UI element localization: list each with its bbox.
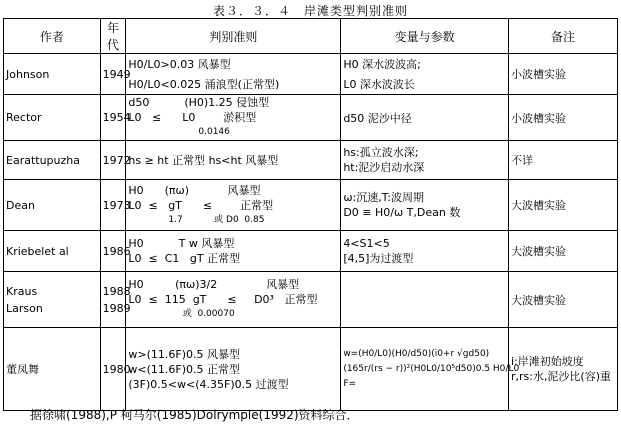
formula-line: d50 (H0)1.25 侵蚀型 <box>128 96 270 109</box>
criterion-cell: H0/L0>0.03 风暴型 <box>126 54 341 75</box>
note-cell: 大波槽实验 <box>508 231 617 272</box>
formula-line: w>(11.6F)0.5 风暴型 <box>128 347 240 361</box>
formula-line: (3F)0.5<w<(4.35F)0.5 过渡型 <box>128 377 289 391</box>
formula-line: H0 T w 风暴型 <box>128 237 235 250</box>
param-cell <box>341 231 509 272</box>
year-cell: 1986 <box>100 231 126 272</box>
year-cell: 1972 <box>100 141 126 180</box>
param-cell <box>341 272 509 328</box>
table-row-kraus-larson <box>4 272 618 328</box>
param-line: 4<S1<5 <box>343 237 390 250</box>
header-year: 年代 <box>100 19 126 54</box>
param-line: ht:泥沙启动水深 <box>343 161 425 174</box>
author-cell: 董凤舞 <box>4 328 101 411</box>
author-line: Kraus <box>6 284 38 298</box>
header-params: 变量与参数 <box>341 19 509 54</box>
formula-line: H0 (πω) 风暴型 <box>128 183 261 197</box>
formula-line: L0 ≤ L0 淤积型 <box>128 111 257 124</box>
note-cell: 小波槽实验 <box>508 54 617 95</box>
param-cell <box>341 141 509 180</box>
param-cell: d50 泥沙中径 <box>341 95 509 141</box>
param-line: [4,5]为过渡型 <box>343 252 414 265</box>
criterion-cell <box>126 95 341 141</box>
table-row-dean <box>4 180 618 231</box>
header-criterion: 判别准则 <box>126 19 341 54</box>
formula-line: 1.7 或 D0 0.85 <box>168 214 265 225</box>
author-line: Larson <box>6 301 43 315</box>
header-author: 作者 <box>4 19 101 54</box>
formula-line: L0 ≤ gT ≤ 正常型 <box>128 198 274 212</box>
criterion-cell: H0/L0<0.025 涌浪型(正常型) <box>126 74 341 95</box>
table-title: 表３．３．４ 岸滩类型判别准则 <box>212 4 408 18</box>
param-line: w=(H0/L0)(H0/d50)(i0+r √gd50) <box>343 348 490 359</box>
formula-line: 0.0146 <box>198 127 230 137</box>
table-row-kriebel <box>4 231 618 272</box>
param-line: (165r/(rs − r))²(H0L0/10⁵d50)0.5 H0/L0 <box>343 363 520 374</box>
param-line: D0 ≡ H0/ω T,Dean 数 <box>343 206 461 219</box>
param-line: ω:沉速,T:波周期 <box>343 191 424 204</box>
criterion-cell <box>126 272 341 328</box>
year-cell: 1980 <box>100 328 126 411</box>
author-cell: Johnson <box>4 54 101 95</box>
table-row-rector <box>4 95 618 141</box>
table-row-johnson <box>4 54 618 75</box>
author-cell: Rector <box>4 95 101 141</box>
note-line: r,rs:水,泥沙比(容)重 <box>510 370 612 383</box>
year-cell <box>100 272 131 328</box>
header-note: 备注 <box>508 19 617 54</box>
criterion-cell <box>126 231 341 272</box>
table-row-dong <box>4 328 618 411</box>
note-cell <box>508 328 617 411</box>
author-cell: Earattupuzha <box>4 141 101 180</box>
param-cell <box>341 180 509 231</box>
author-cell <box>4 272 101 328</box>
criterion-cell <box>126 328 341 411</box>
formula-line: L0 ≤ 115 gT ≤ D0³ 正常型 <box>128 293 318 306</box>
param-line: F= <box>343 378 357 389</box>
author-cell: Kriebelet al <box>4 231 101 272</box>
formula-line: 或 0.00070 <box>128 309 235 319</box>
source-note: 据徐啸(1988),P 柯马尔(1985)Dolrymple(1992)资料综合． <box>30 408 359 422</box>
param-line: hs:孤立波水深; <box>343 146 419 159</box>
param-cell <box>341 328 520 411</box>
year-cell: 1954 <box>100 95 126 141</box>
note-cell: 大波槽实验 <box>508 272 617 328</box>
param-cell: H0 深水波波高; <box>341 54 509 75</box>
note-cell: 小波槽实验 <box>508 95 617 141</box>
note-line: i:岸滩初始坡度 <box>510 355 584 368</box>
formula-line: H0 (πω)3/2 风暴型 <box>128 278 300 291</box>
formula-line: L0 ≤ C1 gT 正常型 <box>128 252 241 265</box>
note-cell: 不详 <box>508 141 617 180</box>
formula-line: w<(11.6F)0.5 正常型 <box>128 362 240 376</box>
table-header-row <box>4 19 618 54</box>
criterion-cell: hs ≥ ht 正常型 hs<ht 风暴型 <box>126 141 341 180</box>
year-cell: 1949 <box>100 54 126 95</box>
criterion-cell <box>126 180 341 231</box>
table-row-earattupuzha <box>4 141 618 180</box>
note-cell: 大波槽实验 <box>508 180 617 231</box>
criteria-table <box>3 18 618 411</box>
year-cell: 1973 <box>100 180 126 231</box>
year-line: 1989 <box>102 301 131 315</box>
author-cell: Dean <box>4 180 101 231</box>
param-cell: L0 深水波波长 <box>341 74 509 95</box>
year-line: 1988 <box>102 284 131 298</box>
